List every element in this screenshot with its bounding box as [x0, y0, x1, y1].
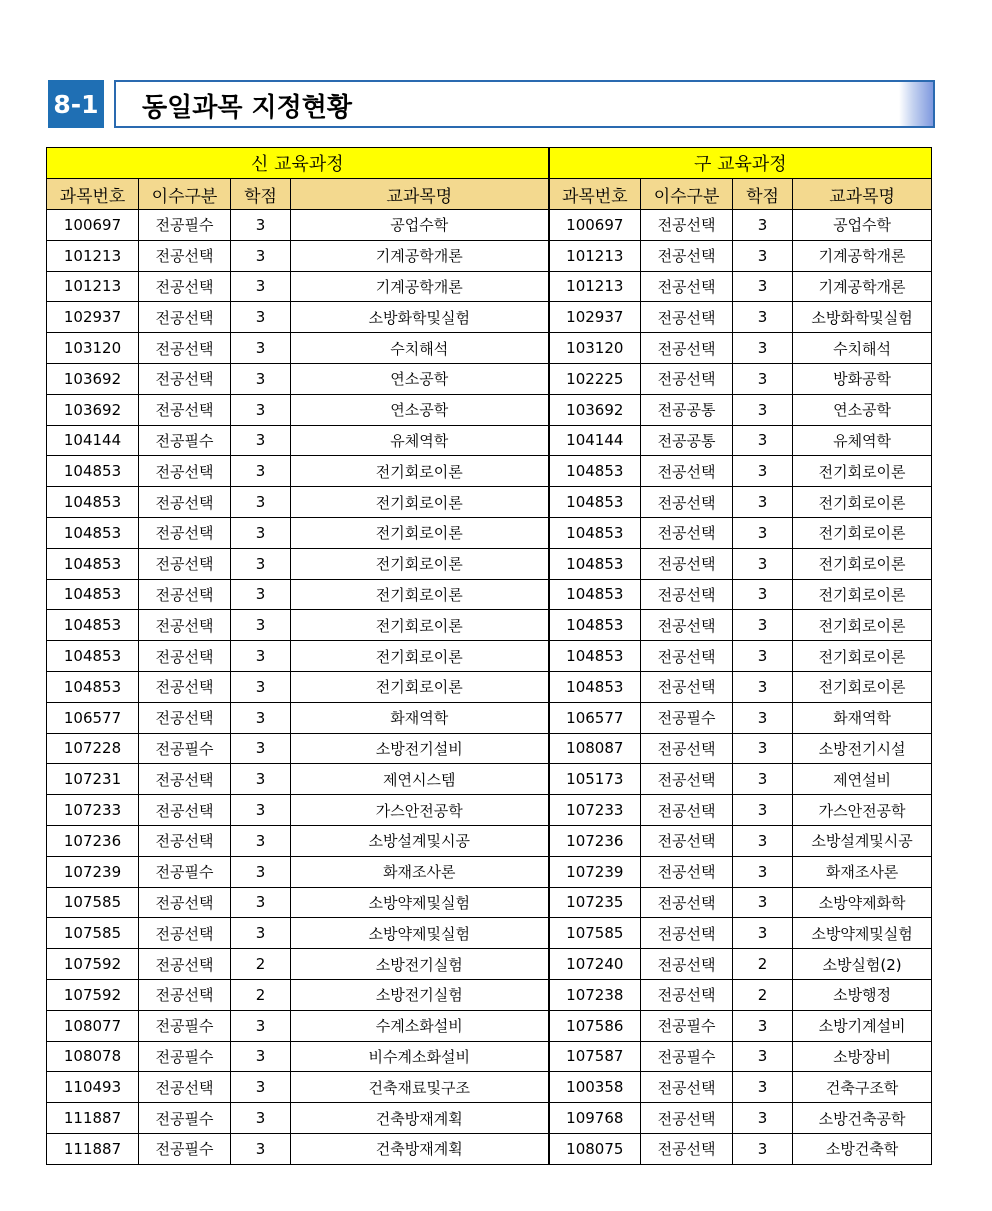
- new-course-name-cell: 기계공학개론: [291, 240, 549, 271]
- old-classification-cell: 전공선택: [641, 949, 733, 980]
- new-course-name-cell: 소방전기실험: [291, 949, 549, 980]
- new-course-number-cell: 107233: [47, 795, 139, 826]
- new-course-name-cell: 전기회로이론: [291, 487, 549, 518]
- new-classification-cell: 전공선택: [139, 702, 231, 733]
- old-credits-cell: 2: [733, 949, 793, 980]
- new-course-number-cell: 104853: [47, 671, 139, 702]
- table-row: [47, 1041, 932, 1072]
- new-credits-cell: 3: [231, 333, 291, 364]
- new-credits-cell: 3: [231, 579, 291, 610]
- new-classification-cell: 전공선택: [139, 918, 231, 949]
- new-credits-cell: 3: [231, 1103, 291, 1134]
- col-header-credits: 학점: [733, 179, 793, 210]
- new-classification-cell: 전공선택: [139, 671, 231, 702]
- new-course-number-cell: 104853: [47, 487, 139, 518]
- old-classification-cell: 전공선택: [641, 887, 733, 918]
- old-course-number-cell: 107585: [549, 918, 641, 949]
- new-course-number-cell: 103692: [47, 394, 139, 425]
- old-credits-cell: 3: [733, 1010, 793, 1041]
- old-course-number-cell: 109768: [549, 1103, 641, 1134]
- new-credits-cell: 3: [231, 271, 291, 302]
- table-row: [47, 764, 932, 795]
- old-credits-cell: 3: [733, 1133, 793, 1164]
- old-credits-cell: 3: [733, 271, 793, 302]
- new-course-number-cell: 110493: [47, 1072, 139, 1103]
- old-credits-cell: 3: [733, 456, 793, 487]
- old-credits-cell: 3: [733, 825, 793, 856]
- old-credits-cell: 3: [733, 671, 793, 702]
- table-row: [47, 641, 932, 672]
- new-course-number-cell: 107239: [47, 856, 139, 887]
- new-course-number-cell: 111887: [47, 1103, 139, 1134]
- title-gradient-decoration: [899, 82, 933, 126]
- old-course-name-cell: 전기회로이론: [793, 641, 932, 672]
- old-course-name-cell: 소방건축공학: [793, 1103, 932, 1134]
- new-credits-cell: 3: [231, 918, 291, 949]
- old-credits-cell: 3: [733, 918, 793, 949]
- table-row: [47, 456, 932, 487]
- old-classification-cell: 전공선택: [641, 671, 733, 702]
- group-header-new: 신 교육과정: [47, 148, 549, 179]
- old-course-number-cell: 104853: [549, 517, 641, 548]
- old-course-number-cell: 104853: [549, 487, 641, 518]
- new-credits-cell: 3: [231, 671, 291, 702]
- new-course-number-cell: 108077: [47, 1010, 139, 1041]
- new-classification-cell: 전공선택: [139, 887, 231, 918]
- old-classification-cell: 전공선택: [641, 918, 733, 949]
- new-course-number-cell: 100697: [47, 210, 139, 241]
- old-course-name-cell: 소방장비: [793, 1041, 932, 1072]
- new-course-number-cell: 107592: [47, 979, 139, 1010]
- new-course-name-cell: 소방전기설비: [291, 733, 549, 764]
- old-classification-cell: 전공선택: [641, 240, 733, 271]
- old-course-number-cell: 106577: [549, 702, 641, 733]
- old-course-name-cell: 전기회로이론: [793, 548, 932, 579]
- col-header-credits: 학점: [231, 179, 291, 210]
- table-row: [47, 702, 932, 733]
- old-classification-cell: 전공선택: [641, 1133, 733, 1164]
- new-credits-cell: 3: [231, 240, 291, 271]
- old-course-name-cell: 화재조사론: [793, 856, 932, 887]
- old-classification-cell: 전공선택: [641, 579, 733, 610]
- table-row: [47, 1072, 932, 1103]
- old-course-name-cell: 소방실험(2): [793, 949, 932, 980]
- new-classification-cell: 전공필수: [139, 1010, 231, 1041]
- old-course-name-cell: 전기회로이론: [793, 517, 932, 548]
- col-header-course-name: 교과목명: [793, 179, 932, 210]
- old-course-number-cell: 107235: [549, 887, 641, 918]
- old-classification-cell: 전공선택: [641, 487, 733, 518]
- course-equivalence-table: [46, 147, 932, 1165]
- old-classification-cell: 전공공통: [641, 425, 733, 456]
- old-course-name-cell: 전기회로이론: [793, 487, 932, 518]
- new-course-name-cell: 소방약제및실험: [291, 887, 549, 918]
- old-classification-cell: 전공선택: [641, 641, 733, 672]
- old-course-name-cell: 가스안전공학: [793, 795, 932, 826]
- old-classification-cell: 전공공통: [641, 394, 733, 425]
- old-credits-cell: 3: [733, 487, 793, 518]
- old-classification-cell: 전공선택: [641, 302, 733, 333]
- old-credits-cell: 3: [733, 641, 793, 672]
- new-credits-cell: 2: [231, 979, 291, 1010]
- table-row: [47, 856, 932, 887]
- old-course-number-cell: 107236: [549, 825, 641, 856]
- table-row: [47, 394, 932, 425]
- new-credits-cell: 3: [231, 302, 291, 333]
- new-credits-cell: 3: [231, 887, 291, 918]
- old-course-name-cell: 소방건축학: [793, 1133, 932, 1164]
- table-row: [47, 979, 932, 1010]
- new-course-name-cell: 소방화학및실험: [291, 302, 549, 333]
- old-course-name-cell: 소방기계설비: [793, 1010, 932, 1041]
- old-course-name-cell: 기계공학개론: [793, 271, 932, 302]
- old-credits-cell: 3: [733, 856, 793, 887]
- old-course-name-cell: 소방설계및시공: [793, 825, 932, 856]
- table-row: [47, 548, 932, 579]
- old-course-number-cell: 101213: [549, 271, 641, 302]
- new-course-name-cell: 연소공학: [291, 363, 549, 394]
- new-course-name-cell: 화재조사론: [291, 856, 549, 887]
- old-credits-cell: 3: [733, 333, 793, 364]
- new-credits-cell: 3: [231, 825, 291, 856]
- old-credits-cell: 3: [733, 733, 793, 764]
- old-credits-cell: 3: [733, 302, 793, 333]
- old-course-name-cell: 전기회로이론: [793, 671, 932, 702]
- new-course-number-cell: 104853: [47, 641, 139, 672]
- new-course-name-cell: 연소공학: [291, 394, 549, 425]
- old-credits-cell: 3: [733, 1041, 793, 1072]
- new-credits-cell: 3: [231, 517, 291, 548]
- new-course-name-cell: 전기회로이론: [291, 641, 549, 672]
- new-course-name-cell: 전기회로이론: [291, 610, 549, 641]
- old-classification-cell: 전공필수: [641, 1010, 733, 1041]
- new-classification-cell: 전공필수: [139, 1103, 231, 1134]
- title-box: [114, 80, 935, 128]
- new-course-number-cell: 107592: [47, 949, 139, 980]
- old-credits-cell: 3: [733, 579, 793, 610]
- table-row: [47, 825, 932, 856]
- old-course-number-cell: 104853: [549, 579, 641, 610]
- new-credits-cell: 3: [231, 610, 291, 641]
- new-classification-cell: 전공선택: [139, 487, 231, 518]
- new-course-number-cell: 104853: [47, 579, 139, 610]
- new-course-number-cell: 103120: [47, 333, 139, 364]
- old-course-number-cell: 102225: [549, 363, 641, 394]
- table-row: [47, 1010, 932, 1041]
- old-course-name-cell: 전기회로이론: [793, 579, 932, 610]
- new-classification-cell: 전공필수: [139, 1041, 231, 1072]
- table-row: [47, 363, 932, 394]
- table-row: [47, 949, 932, 980]
- new-credits-cell: 3: [231, 1010, 291, 1041]
- new-credits-cell: 3: [231, 733, 291, 764]
- new-course-name-cell: 가스안전공학: [291, 795, 549, 826]
- new-classification-cell: 전공선택: [139, 795, 231, 826]
- new-classification-cell: 전공필수: [139, 856, 231, 887]
- old-course-name-cell: 소방행정: [793, 979, 932, 1010]
- old-classification-cell: 전공선택: [641, 795, 733, 826]
- new-classification-cell: 전공선택: [139, 579, 231, 610]
- old-course-number-cell: 104853: [549, 641, 641, 672]
- old-course-number-cell: 100358: [549, 1072, 641, 1103]
- old-course-name-cell: 소방약제및실험: [793, 918, 932, 949]
- new-course-number-cell: 104853: [47, 456, 139, 487]
- new-classification-cell: 전공선택: [139, 333, 231, 364]
- new-credits-cell: 3: [231, 548, 291, 579]
- old-classification-cell: 전공선택: [641, 1103, 733, 1134]
- new-course-name-cell: 제연시스템: [291, 764, 549, 795]
- old-course-number-cell: 107238: [549, 979, 641, 1010]
- new-course-number-cell: 107228: [47, 733, 139, 764]
- old-course-name-cell: 기계공학개론: [793, 240, 932, 271]
- new-credits-cell: 3: [231, 210, 291, 241]
- old-course-name-cell: 유체역학: [793, 425, 932, 456]
- new-classification-cell: 전공선택: [139, 240, 231, 271]
- new-classification-cell: 전공필수: [139, 1133, 231, 1164]
- new-classification-cell: 전공선택: [139, 548, 231, 579]
- old-course-name-cell: 방화공학: [793, 363, 932, 394]
- new-classification-cell: 전공선택: [139, 949, 231, 980]
- table-row: [47, 918, 932, 949]
- new-classification-cell: 전공선택: [139, 825, 231, 856]
- table-row: [47, 733, 932, 764]
- table-row: [47, 610, 932, 641]
- new-course-name-cell: 소방약제및실험: [291, 918, 549, 949]
- old-classification-cell: 전공선택: [641, 517, 733, 548]
- new-course-number-cell: 101213: [47, 271, 139, 302]
- new-course-name-cell: 소방전기실험: [291, 979, 549, 1010]
- old-course-name-cell: 제연설비: [793, 764, 932, 795]
- new-credits-cell: 3: [231, 795, 291, 826]
- old-classification-cell: 전공선택: [641, 271, 733, 302]
- old-course-name-cell: 공업수학: [793, 210, 932, 241]
- new-course-number-cell: 111887: [47, 1133, 139, 1164]
- table-row: [47, 1133, 932, 1164]
- old-course-number-cell: 104853: [549, 548, 641, 579]
- old-credits-cell: 3: [733, 887, 793, 918]
- old-course-number-cell: 107587: [549, 1041, 641, 1072]
- new-classification-cell: 전공선택: [139, 394, 231, 425]
- new-credits-cell: 3: [231, 764, 291, 795]
- new-classification-cell: 전공필수: [139, 210, 231, 241]
- new-course-number-cell: 108078: [47, 1041, 139, 1072]
- new-credits-cell: 3: [231, 363, 291, 394]
- old-course-number-cell: 104853: [549, 610, 641, 641]
- new-credits-cell: 3: [231, 456, 291, 487]
- new-classification-cell: 전공선택: [139, 302, 231, 333]
- old-course-name-cell: 건축구조학: [793, 1072, 932, 1103]
- old-classification-cell: 전공선택: [641, 1072, 733, 1103]
- section-number-badge: 8-1: [48, 80, 104, 128]
- old-classification-cell: 전공선택: [641, 733, 733, 764]
- col-header-classification: 이수구분: [139, 179, 231, 210]
- new-classification-cell: 전공선택: [139, 610, 231, 641]
- old-credits-cell: 3: [733, 517, 793, 548]
- new-credits-cell: 3: [231, 1072, 291, 1103]
- old-classification-cell: 전공선택: [641, 456, 733, 487]
- new-classification-cell: 전공선택: [139, 456, 231, 487]
- old-credits-cell: 3: [733, 548, 793, 579]
- new-course-name-cell: 건축방재계획: [291, 1133, 549, 1164]
- table-row: [47, 333, 932, 364]
- table-row: [47, 579, 932, 610]
- old-course-name-cell: 수치해석: [793, 333, 932, 364]
- section-title: [48, 80, 935, 128]
- col-header-course-number: 과목번호: [47, 179, 139, 210]
- new-credits-cell: 3: [231, 425, 291, 456]
- group-header-old: 구 교육과정: [549, 148, 932, 179]
- old-classification-cell: 전공선택: [641, 764, 733, 795]
- old-credits-cell: 3: [733, 795, 793, 826]
- old-course-name-cell: 전기회로이론: [793, 456, 932, 487]
- old-course-number-cell: 108087: [549, 733, 641, 764]
- old-credits-cell: 3: [733, 425, 793, 456]
- new-classification-cell: 전공필수: [139, 425, 231, 456]
- table-row: [47, 795, 932, 826]
- old-credits-cell: 3: [733, 210, 793, 241]
- table-row: [47, 671, 932, 702]
- old-course-number-cell: 103692: [549, 394, 641, 425]
- old-course-number-cell: 107586: [549, 1010, 641, 1041]
- old-course-number-cell: 107240: [549, 949, 641, 980]
- new-course-number-cell: 103692: [47, 363, 139, 394]
- old-credits-cell: 3: [733, 240, 793, 271]
- old-credits-cell: 3: [733, 363, 793, 394]
- new-course-name-cell: 전기회로이론: [291, 517, 549, 548]
- old-credits-cell: 3: [733, 394, 793, 425]
- new-credits-cell: 3: [231, 856, 291, 887]
- new-course-name-cell: 비수계소화설비: [291, 1041, 549, 1072]
- old-credits-cell: 2: [733, 979, 793, 1010]
- new-credits-cell: 3: [231, 394, 291, 425]
- new-credits-cell: 3: [231, 641, 291, 672]
- new-classification-cell: 전공선택: [139, 979, 231, 1010]
- new-classification-cell: 전공선택: [139, 271, 231, 302]
- new-course-number-cell: 106577: [47, 702, 139, 733]
- old-credits-cell: 3: [733, 764, 793, 795]
- new-classification-cell: 전공선택: [139, 363, 231, 394]
- table-row: [47, 210, 932, 241]
- old-course-name-cell: 소방전기시설: [793, 733, 932, 764]
- new-course-number-cell: 107236: [47, 825, 139, 856]
- new-course-number-cell: 102937: [47, 302, 139, 333]
- old-credits-cell: 3: [733, 1072, 793, 1103]
- new-course-name-cell: 공업수학: [291, 210, 549, 241]
- new-classification-cell: 전공선택: [139, 641, 231, 672]
- old-credits-cell: 3: [733, 610, 793, 641]
- old-course-number-cell: 100697: [549, 210, 641, 241]
- new-course-number-cell: 104853: [47, 610, 139, 641]
- new-course-number-cell: 107231: [47, 764, 139, 795]
- old-course-name-cell: 소방화학및실험: [793, 302, 932, 333]
- table-row: [47, 271, 932, 302]
- table-row: [47, 240, 932, 271]
- col-header-classification: 이수구분: [641, 179, 733, 210]
- old-classification-cell: 전공선택: [641, 210, 733, 241]
- old-course-name-cell: 소방약제화학: [793, 887, 932, 918]
- old-course-number-cell: 105173: [549, 764, 641, 795]
- table-row: [47, 425, 932, 456]
- new-course-name-cell: 수치해석: [291, 333, 549, 364]
- old-classification-cell: 전공필수: [641, 702, 733, 733]
- old-course-number-cell: 102937: [549, 302, 641, 333]
- new-classification-cell: 전공필수: [139, 733, 231, 764]
- new-classification-cell: 전공선택: [139, 517, 231, 548]
- new-course-number-cell: 107585: [47, 887, 139, 918]
- new-course-number-cell: 104853: [47, 548, 139, 579]
- new-course-name-cell: 건축재료및구조: [291, 1072, 549, 1103]
- new-course-name-cell: 전기회로이론: [291, 548, 549, 579]
- old-classification-cell: 전공선택: [641, 548, 733, 579]
- old-classification-cell: 전공선택: [641, 363, 733, 394]
- new-course-name-cell: 수계소화설비: [291, 1010, 549, 1041]
- new-course-number-cell: 104853: [47, 517, 139, 548]
- old-classification-cell: 전공필수: [641, 1041, 733, 1072]
- new-course-name-cell: 기계공학개론: [291, 271, 549, 302]
- new-credits-cell: 3: [231, 487, 291, 518]
- col-header-course-name: 교과목명: [291, 179, 549, 210]
- old-course-number-cell: 104853: [549, 456, 641, 487]
- new-credits-cell: 2: [231, 949, 291, 980]
- table-row: [47, 487, 932, 518]
- col-header-course-number: 과목번호: [549, 179, 641, 210]
- page-title: 동일과목 지정현황: [142, 93, 352, 123]
- new-course-name-cell: 유체역학: [291, 425, 549, 456]
- old-classification-cell: 전공선택: [641, 333, 733, 364]
- old-course-name-cell: 화재역학: [793, 702, 932, 733]
- new-classification-cell: 전공선택: [139, 764, 231, 795]
- new-credits-cell: 3: [231, 1041, 291, 1072]
- old-credits-cell: 3: [733, 1103, 793, 1134]
- old-classification-cell: 전공선택: [641, 610, 733, 641]
- new-classification-cell: 전공선택: [139, 1072, 231, 1103]
- new-course-name-cell: 전기회로이론: [291, 671, 549, 702]
- new-course-number-cell: 107585: [47, 918, 139, 949]
- table-row: [47, 517, 932, 548]
- old-classification-cell: 전공선택: [641, 825, 733, 856]
- old-course-number-cell: 104144: [549, 425, 641, 456]
- old-course-number-cell: 107233: [549, 795, 641, 826]
- old-course-number-cell: 104853: [549, 671, 641, 702]
- new-course-name-cell: 전기회로이론: [291, 456, 549, 487]
- old-course-name-cell: 전기회로이론: [793, 610, 932, 641]
- old-classification-cell: 전공선택: [641, 979, 733, 1010]
- old-course-number-cell: 108075: [549, 1133, 641, 1164]
- old-course-name-cell: 연소공학: [793, 394, 932, 425]
- new-course-number-cell: 104144: [47, 425, 139, 456]
- new-credits-cell: 3: [231, 702, 291, 733]
- new-course-name-cell: 화재역학: [291, 702, 549, 733]
- new-course-name-cell: 건축방재계획: [291, 1103, 549, 1134]
- new-credits-cell: 3: [231, 1133, 291, 1164]
- table-row: [47, 887, 932, 918]
- old-classification-cell: 전공선택: [641, 856, 733, 887]
- old-course-number-cell: 101213: [549, 240, 641, 271]
- old-credits-cell: 3: [733, 702, 793, 733]
- new-course-name-cell: 소방설계및시공: [291, 825, 549, 856]
- table-row: [47, 302, 932, 333]
- old-course-number-cell: 103120: [549, 333, 641, 364]
- new-course-number-cell: 101213: [47, 240, 139, 271]
- table-row: [47, 1103, 932, 1134]
- new-course-name-cell: 전기회로이론: [291, 579, 549, 610]
- old-course-number-cell: 107239: [549, 856, 641, 887]
